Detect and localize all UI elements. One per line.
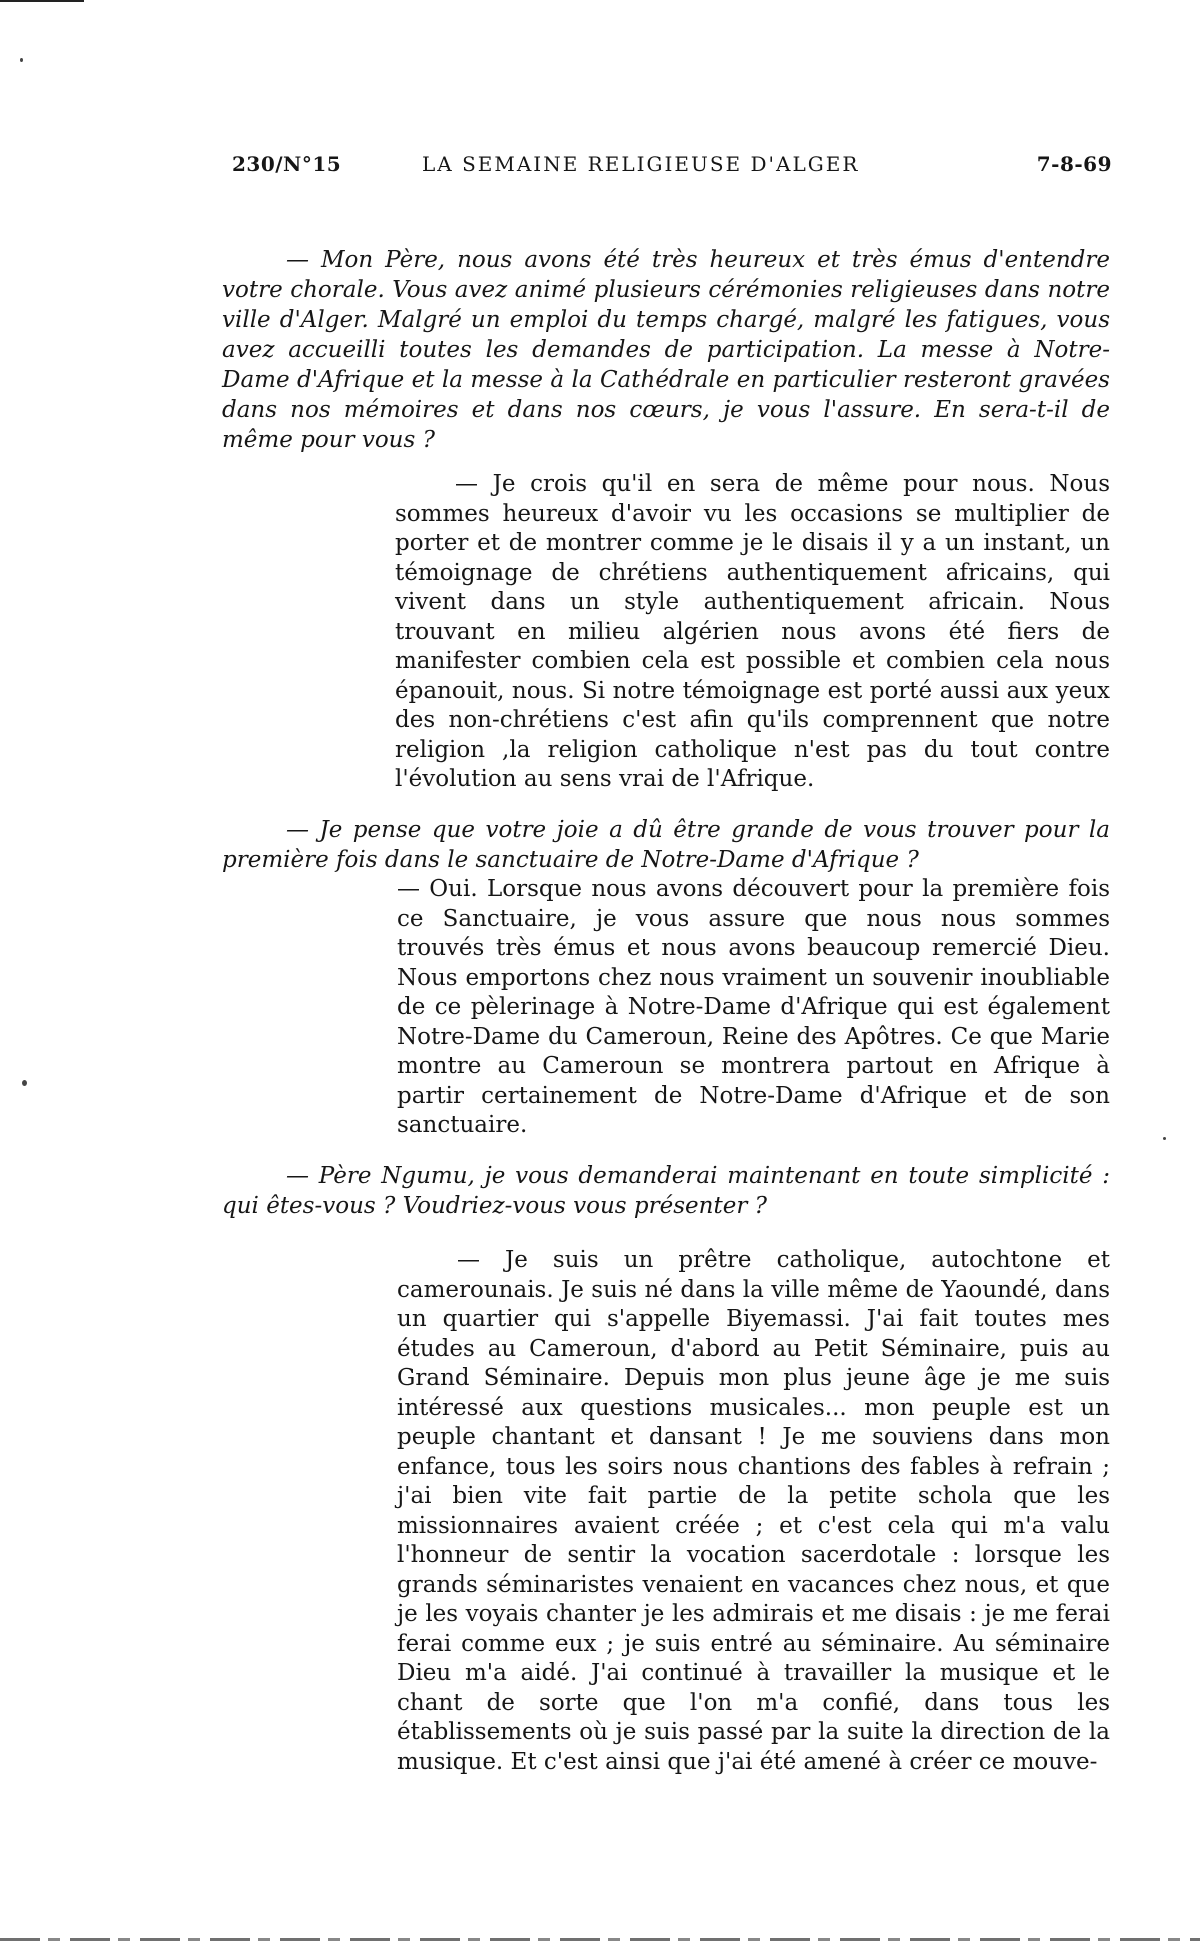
scan-edge-line (0, 0, 84, 2)
interview-answer-3: — Je suis un prêtre catholique, autochtone et camerounais. Je suis né dans la ville même de Yaoundé, dans un quartier qui s'appelle Biyemassi. J'ai fait toutes mes études au Cameroun, d'abord au Petit Séminaire, puis au Grand Séminaire. Depuis mon plus jeune âge je me suis intéressé aux questions musicales... mon peuple est un peuple chantant et dansant ! Je me souviens dans mon enfance, tous les soirs nous chantions des fables à refrain ; j'ai bien vite fait partie de la petite schola que les missionnaires avaient créée ; et c'est cela qui m'a valu l'honneur de sentir la vocation sacerdotale : lorsque les grands séminaristes venaient en vacances chez nous, et que je les voyais chanter je les admirais et me disais : je me ferai ferai comme eux ; je suis entré au séminaire. Au séminaire Dieu m'a aidé. J'ai continué à travailler la musique et le chant de sorte que l'on m'a confié, dans tous les établissements où je suis passé par la suite la direction de la musique. Et c'est ainsi que j'ai été amené à créer ce mouve- (397, 1247, 1110, 1775)
interview-answer-1: — Je crois qu'il en sera de même pour nous. Nous sommes heureux d'avoir vu les occasions se multiplier de porter et de montrer comme je le disais il y a un instant, un témoignage de chrétiens authentiquement africains, qui vivent dans un style authentiquement africain. Nous trouvant en milieu algérien nous avons été fiers de manifester combien cela est possible et combien cela nous épanouit, nous. Si notre témoignage est porté aussi aux yeux des non-chrétiens c'est afin qu'ils comprennent que notre religion ,la religion catholique n'est pas du tout contre l'évolution au sens vrai de l'Afrique. (395, 471, 1110, 792)
publication-title: LA SEMAINE RELIGIEUSE D'ALGER (422, 152, 860, 176)
interview-question-1: — Mon Père, nous avons été très heureux et très émus d'entendre votre chorale. Vous avez animé plusieurs cérémonies religieuses dans notre ville d'Alger. Malgré un emploi du temps chargé, malgré les fatigues, vous avez accueilli toutes les demandes de participation. La messe à Notre-Dame d'Afrique et la messe à la Cathédrale en particulier resteront gravées dans nos mémoires et dans nos cœurs, je vous l'assure. En sera-t-il de même pour vous ? (222, 247, 1110, 453)
scan-speck (1163, 1137, 1166, 1140)
scan-speck (22, 1080, 27, 1086)
scan-bottom-edge (0, 1938, 1200, 1941)
scan-speck (20, 58, 23, 62)
interview-question-3: — Père Ngumu, je vous demanderai maintenant en toute simplicité : qui êtes-vous ? Voudriez-vous vous présenter ? (222, 1163, 1110, 1219)
interview-answer-2: — Oui. Lorsque nous avons découvert pour la première fois ce Sanctuaire, je vous assure que nous nous sommes trouvés très émus et nous avons beaucoup remercié Dieu. Nous emportons chez nous vraiment un souvenir inoubliable de ce pèlerinage à Notre-Dame d'Afrique qui est également Notre-Dame du Cameroun, Reine des Apôtres. Ce que Marie montre au Cameroun se montrera partout en Afrique à partir certainement de Notre-Dame d'Afrique et de son sanctuaire. (397, 876, 1110, 1138)
running-header (232, 152, 1112, 180)
page-number: 230/N°15 (232, 152, 342, 176)
interview-question-2: — Je pense que votre joie a dû être grande de vous trouver pour la première fois dans le sanctuaire de Notre-Dame d'Afrique ? (222, 817, 1110, 873)
issue-date: 7-8-69 (1036, 152, 1112, 176)
